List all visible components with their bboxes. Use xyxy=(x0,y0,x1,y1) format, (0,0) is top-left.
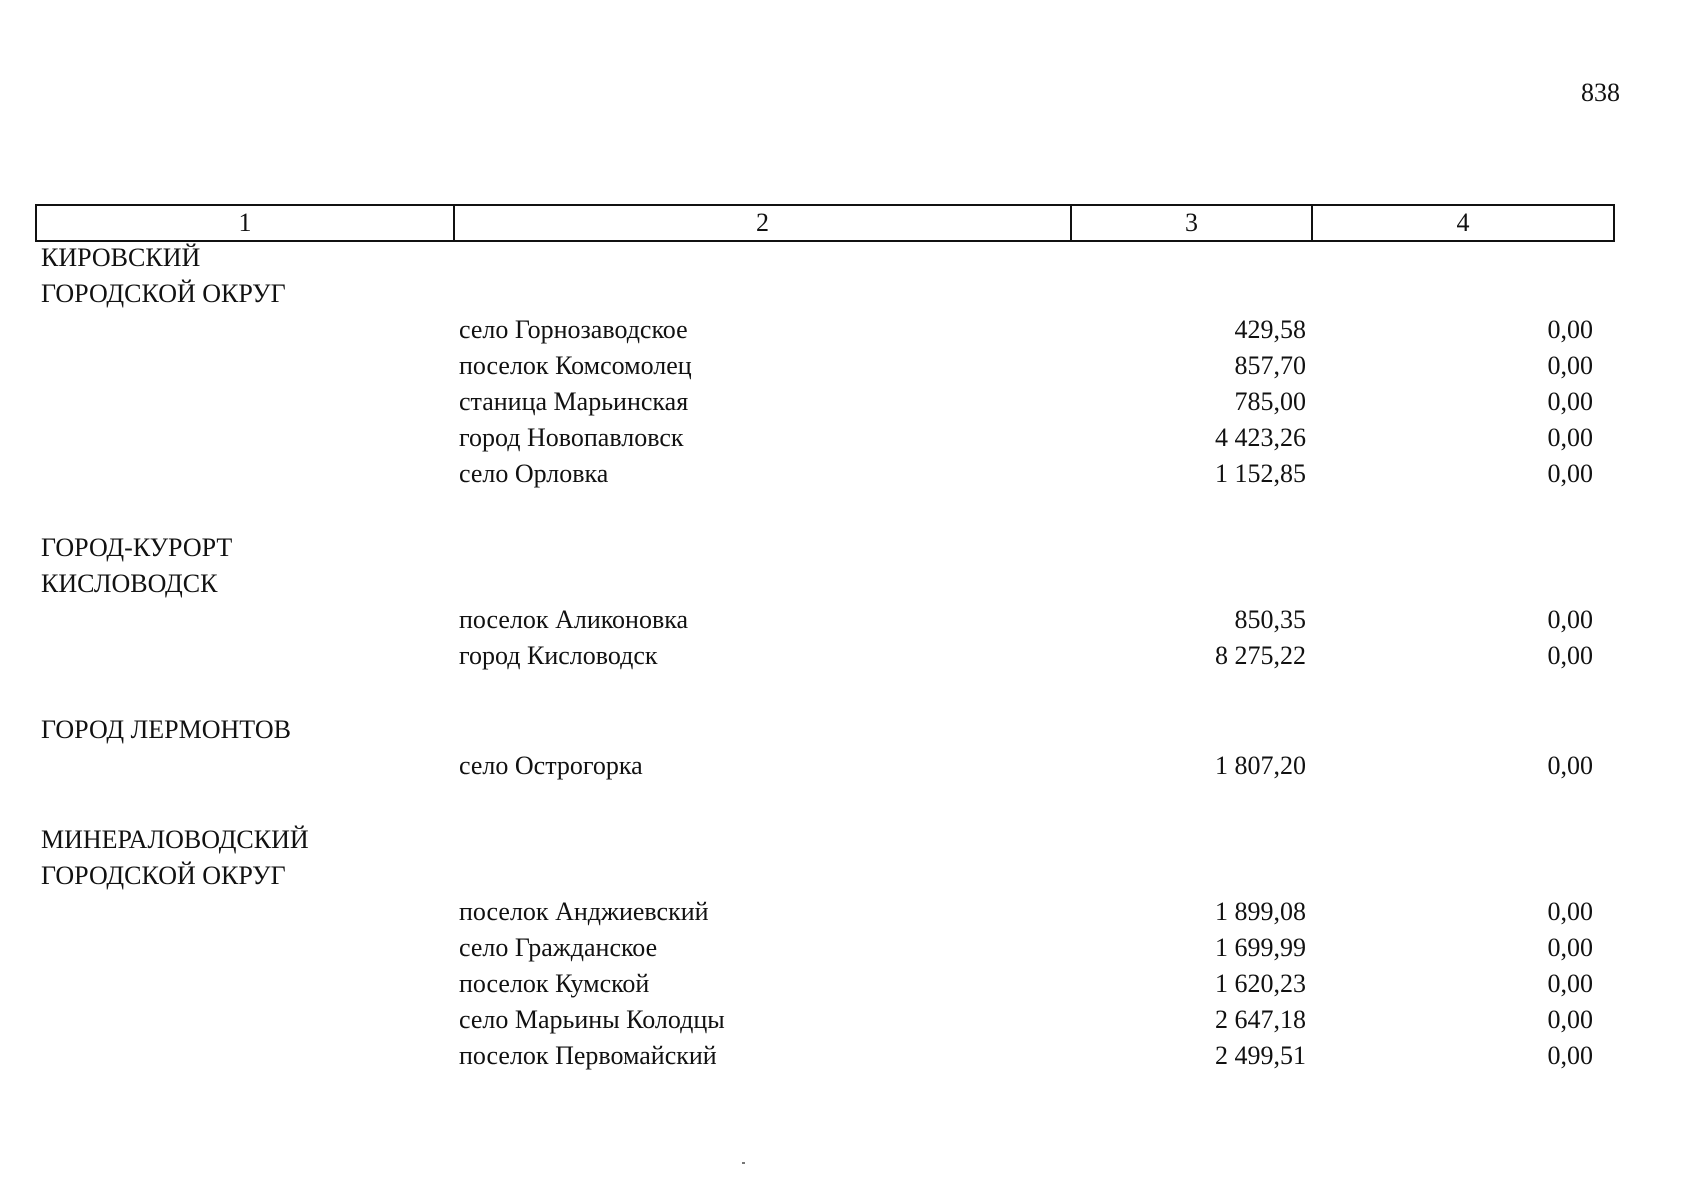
table-row xyxy=(0,1002,1692,1038)
municipality-group xyxy=(0,822,1692,1074)
table-row xyxy=(0,456,1692,492)
value-col-4: 0,00 xyxy=(1547,1041,1593,1070)
value-col-4: 0,00 xyxy=(1547,351,1593,380)
value-col-3: 429,58 xyxy=(1234,315,1306,344)
header-col-4: 4 xyxy=(1456,208,1470,237)
settlement-name: поселок Анджиевский xyxy=(459,897,709,926)
table-header xyxy=(35,204,1615,242)
value-col-4: 0,00 xyxy=(1547,969,1593,998)
settlement-name: станица Марьинская xyxy=(459,387,689,416)
table-row xyxy=(0,966,1692,1002)
settlement-name: село Гражданское xyxy=(459,933,658,962)
settlement-name: поселок Первомайский xyxy=(459,1041,717,1070)
value-col-4: 0,00 xyxy=(1547,641,1593,670)
value-col-4: 0,00 xyxy=(1547,751,1593,780)
table-row xyxy=(0,384,1692,420)
value-col-3: 785,00 xyxy=(1234,387,1306,416)
value-col-4: 0,00 xyxy=(1547,423,1593,452)
municipality-group xyxy=(0,712,1692,784)
value-col-4: 0,00 xyxy=(1547,933,1593,962)
municipality-name: ГОРОД ЛЕРМОНТОВ xyxy=(41,715,291,744)
value-col-3: 2 499,51 xyxy=(1215,1041,1306,1070)
header-col-2: 2 xyxy=(455,206,1072,240)
header-col-3: 3 xyxy=(1072,206,1313,240)
value-col-3: 850,35 xyxy=(1234,605,1306,634)
table-row xyxy=(0,894,1692,930)
value-col-3: 1 699,99 xyxy=(1215,933,1306,962)
table-row xyxy=(0,748,1692,784)
municipality-name: МИНЕРАЛОВОДСКИЙ ГОРОДСКОЙ ОКРУГ xyxy=(41,825,309,890)
value-col-4: 0,00 xyxy=(1547,1005,1593,1034)
table-row xyxy=(0,930,1692,966)
settlement-name: поселок Кумской xyxy=(459,969,650,998)
value-col-4: 0,00 xyxy=(1547,897,1593,926)
table-row xyxy=(0,602,1692,638)
settlement-name: город Новопавловск xyxy=(459,423,684,452)
table-row xyxy=(0,420,1692,456)
value-col-4: 0,00 xyxy=(1547,459,1593,488)
municipality-group xyxy=(0,530,1692,674)
value-col-4: 0,00 xyxy=(1547,315,1593,344)
value-col-3: 1 152,85 xyxy=(1215,459,1306,488)
settlement-name: поселок Комсомолец xyxy=(459,351,692,380)
settlement-name: село Орловка xyxy=(459,459,609,488)
value-col-3: 8 275,22 xyxy=(1215,641,1306,670)
value-col-3: 2 647,18 xyxy=(1215,1005,1306,1034)
settlement-name: город Кисловодск xyxy=(459,641,658,670)
value-col-3: 1 620,23 xyxy=(1215,969,1306,998)
municipality-name: КИРОВСКИЙ ГОРОДСКОЙ ОКРУГ xyxy=(41,243,286,308)
municipality-group xyxy=(0,240,1692,492)
value-col-3: 1 899,08 xyxy=(1215,897,1306,926)
table-body xyxy=(0,240,1692,1074)
table-row xyxy=(0,312,1692,348)
settlement-name: село Марьины Колодцы xyxy=(459,1005,725,1034)
value-col-3: 4 423,26 xyxy=(1215,423,1306,452)
table-row xyxy=(0,1038,1692,1074)
page-number: 838 xyxy=(1581,78,1620,107)
municipality-name: ГОРОД-КУРОРТ КИСЛОВОДСК xyxy=(41,533,233,598)
table-row xyxy=(0,638,1692,674)
settlement-name: поселок Аликоновка xyxy=(459,605,689,634)
table-row xyxy=(0,348,1692,384)
value-col-3: 857,70 xyxy=(1234,351,1306,380)
scan-speck xyxy=(742,1162,745,1164)
value-col-4: 0,00 xyxy=(1547,605,1593,634)
settlement-name: село Горнозаводское xyxy=(459,315,688,344)
settlement-name: село Острогорка xyxy=(459,751,643,780)
value-col-4: 0,00 xyxy=(1547,387,1593,416)
value-col-3: 1 807,20 xyxy=(1215,751,1306,780)
header-col-1: 1 xyxy=(37,206,455,240)
